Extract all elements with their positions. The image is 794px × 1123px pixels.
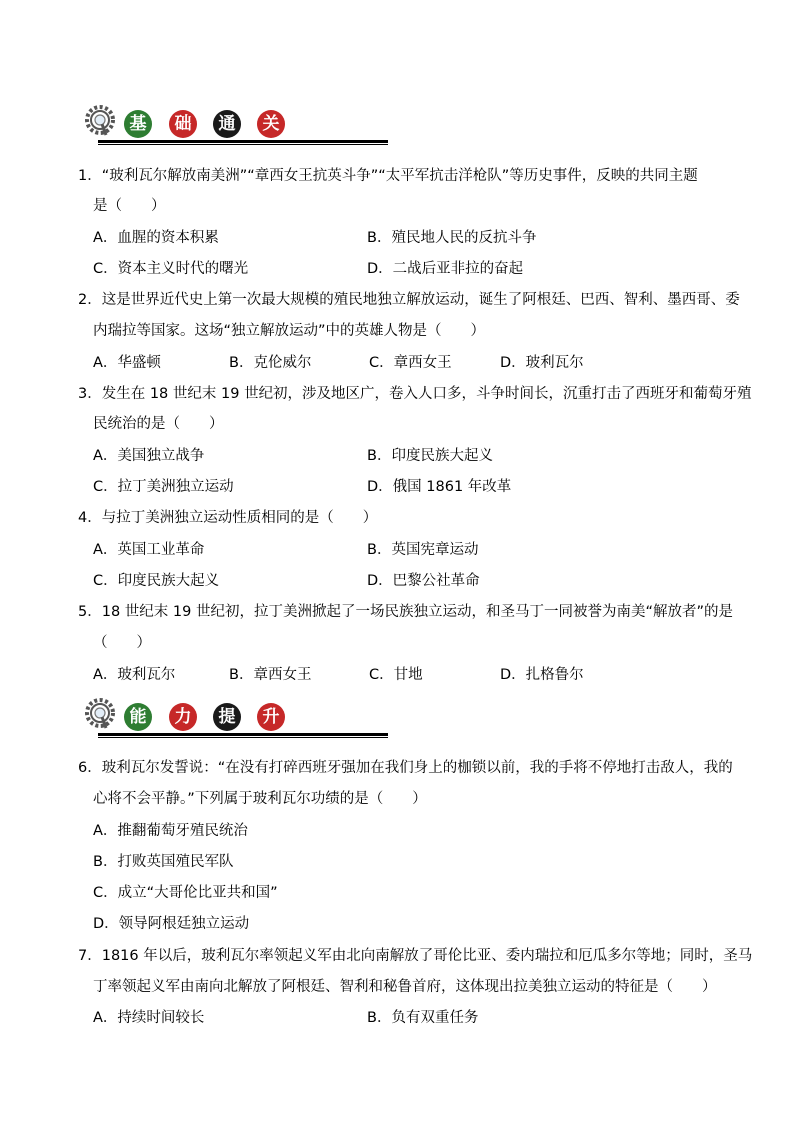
gear-magnifier-icon (84, 697, 116, 729)
question-3-line-2: 民统治的是（ ） (93, 416, 224, 432)
question-4-option-a: A．英国工业革命 (93, 542, 205, 558)
question-1-line-2: 是（ ） (93, 198, 166, 214)
question-6-option-a: A．推翻葡萄牙殖民统治 (93, 823, 248, 839)
banner-rule (98, 733, 388, 736)
question-2-option-d: D．玻利瓦尔 (500, 355, 584, 371)
question-3-option-d: D．俄国 1861 年改革 (367, 479, 512, 495)
banner-rule-thin (98, 144, 388, 145)
question-1-option-d: D．二战后亚非拉的奋起 (367, 261, 524, 277)
section-badge: 能 (124, 703, 152, 731)
section-badge: 提 (213, 703, 241, 731)
section-badge: 升 (257, 703, 285, 731)
question-3-option-a: A．美国独立战争 (93, 448, 205, 464)
question-1-option-b: B．殖民地人民的反抗斗争 (367, 230, 537, 246)
question-7-line-2: 丁率领起义军由南向北解放了阿根廷、智利和秘鲁首府，这体现出拉美独立运动的特征是（ ） (93, 979, 717, 995)
section-badge: 基 (124, 110, 152, 138)
question-6-option-c: C．成立“大哥伦比亚共和国” (93, 885, 278, 901)
question-4-option-d: D．巴黎公社革命 (367, 573, 480, 589)
question-1-option-a: A．血腥的资本积累 (93, 230, 219, 246)
section-badge: 础 (169, 110, 197, 138)
question-7-option-a: A．持续时间较长 (93, 1010, 205, 1026)
question-5-option-d: D．扎格鲁尔 (500, 667, 584, 683)
question-1-option-c: C．资本主义时代的曙光 (93, 261, 249, 277)
question-2-option-b: B．克伦威尔 (229, 355, 312, 371)
question-4-option-c: C．印度民族大起义 (93, 573, 220, 589)
question-5-line-1: 5．18 世纪末 19 世纪初，拉丁美洲掀起了一场民族独立运动，和圣马丁一同被誉为南美“解放者”的是 (78, 604, 733, 620)
question-2-line-2: 内瑞拉等国家。这场“独立解放运动”中的英雄人物是（ ） (93, 323, 486, 339)
section-badge: 关 (257, 110, 285, 138)
question-6-line-1: 6．玻利瓦尔发誓说：“在没有打碎西班牙强加在我们身上的枷锁以前，我的手将不停地打击敌人，我的 (78, 760, 733, 776)
question-2-option-c: C．章西女王 (369, 355, 452, 371)
question-1-line-1: 1．“玻利瓦尔解放南美洲”“章西女王抗英斗争”“太平军抗击洋枪队”等历史事件，反映的共同主题 (78, 168, 698, 184)
question-6-option-b: B．打败英国殖民军队 (93, 854, 234, 870)
question-3-option-b: B．印度民族大起义 (367, 448, 493, 464)
banner-rule-thin (98, 737, 388, 738)
question-7-option-b: B．负有双重任务 (367, 1010, 479, 1026)
section-badge: 力 (169, 703, 197, 731)
gear-magnifier-icon (84, 104, 116, 136)
question-6-line-2: 心将不会平静。”下列属于玻利瓦尔功绩的是（ ） (93, 791, 427, 807)
banner-rule (98, 140, 388, 143)
question-6-option-d: D．领导阿根廷独立运动 (93, 916, 250, 932)
question-5-option-c: C．甘地 (369, 667, 423, 683)
section-badge: 通 (213, 110, 241, 138)
question-5-line-2: （ ） (93, 635, 151, 651)
question-2-option-a: A．华盛顿 (93, 355, 161, 371)
question-5-option-b: B．章西女王 (229, 667, 312, 683)
question-3-option-c: C．拉丁美洲独立运动 (93, 479, 234, 495)
question-7-line-1: 7．1816 年以后，玻利瓦尔率领起义军由北向南解放了哥伦比亚、委内瑞拉和厄瓜多尔等地；同时，圣马 (78, 948, 753, 964)
question-2-line-1: 2．这是世界近代史上第一次最大规模的殖民地独立解放运动，诞生了阿根廷、巴西、智利、墨西哥、委 (78, 292, 740, 308)
question-4-option-b: B．英国宪章运动 (367, 542, 479, 558)
question-3-line-1: 3．发生在 18 世纪末 19 世纪初，涉及地区广，卷入人口多，斗争时间长，沉重打击了西班牙和葡萄牙殖 (78, 386, 752, 402)
question-4-line-1: 4．与拉丁美洲独立运动性质相同的是（ ） (78, 510, 378, 526)
question-5-option-a: A．玻利瓦尔 (93, 667, 176, 683)
